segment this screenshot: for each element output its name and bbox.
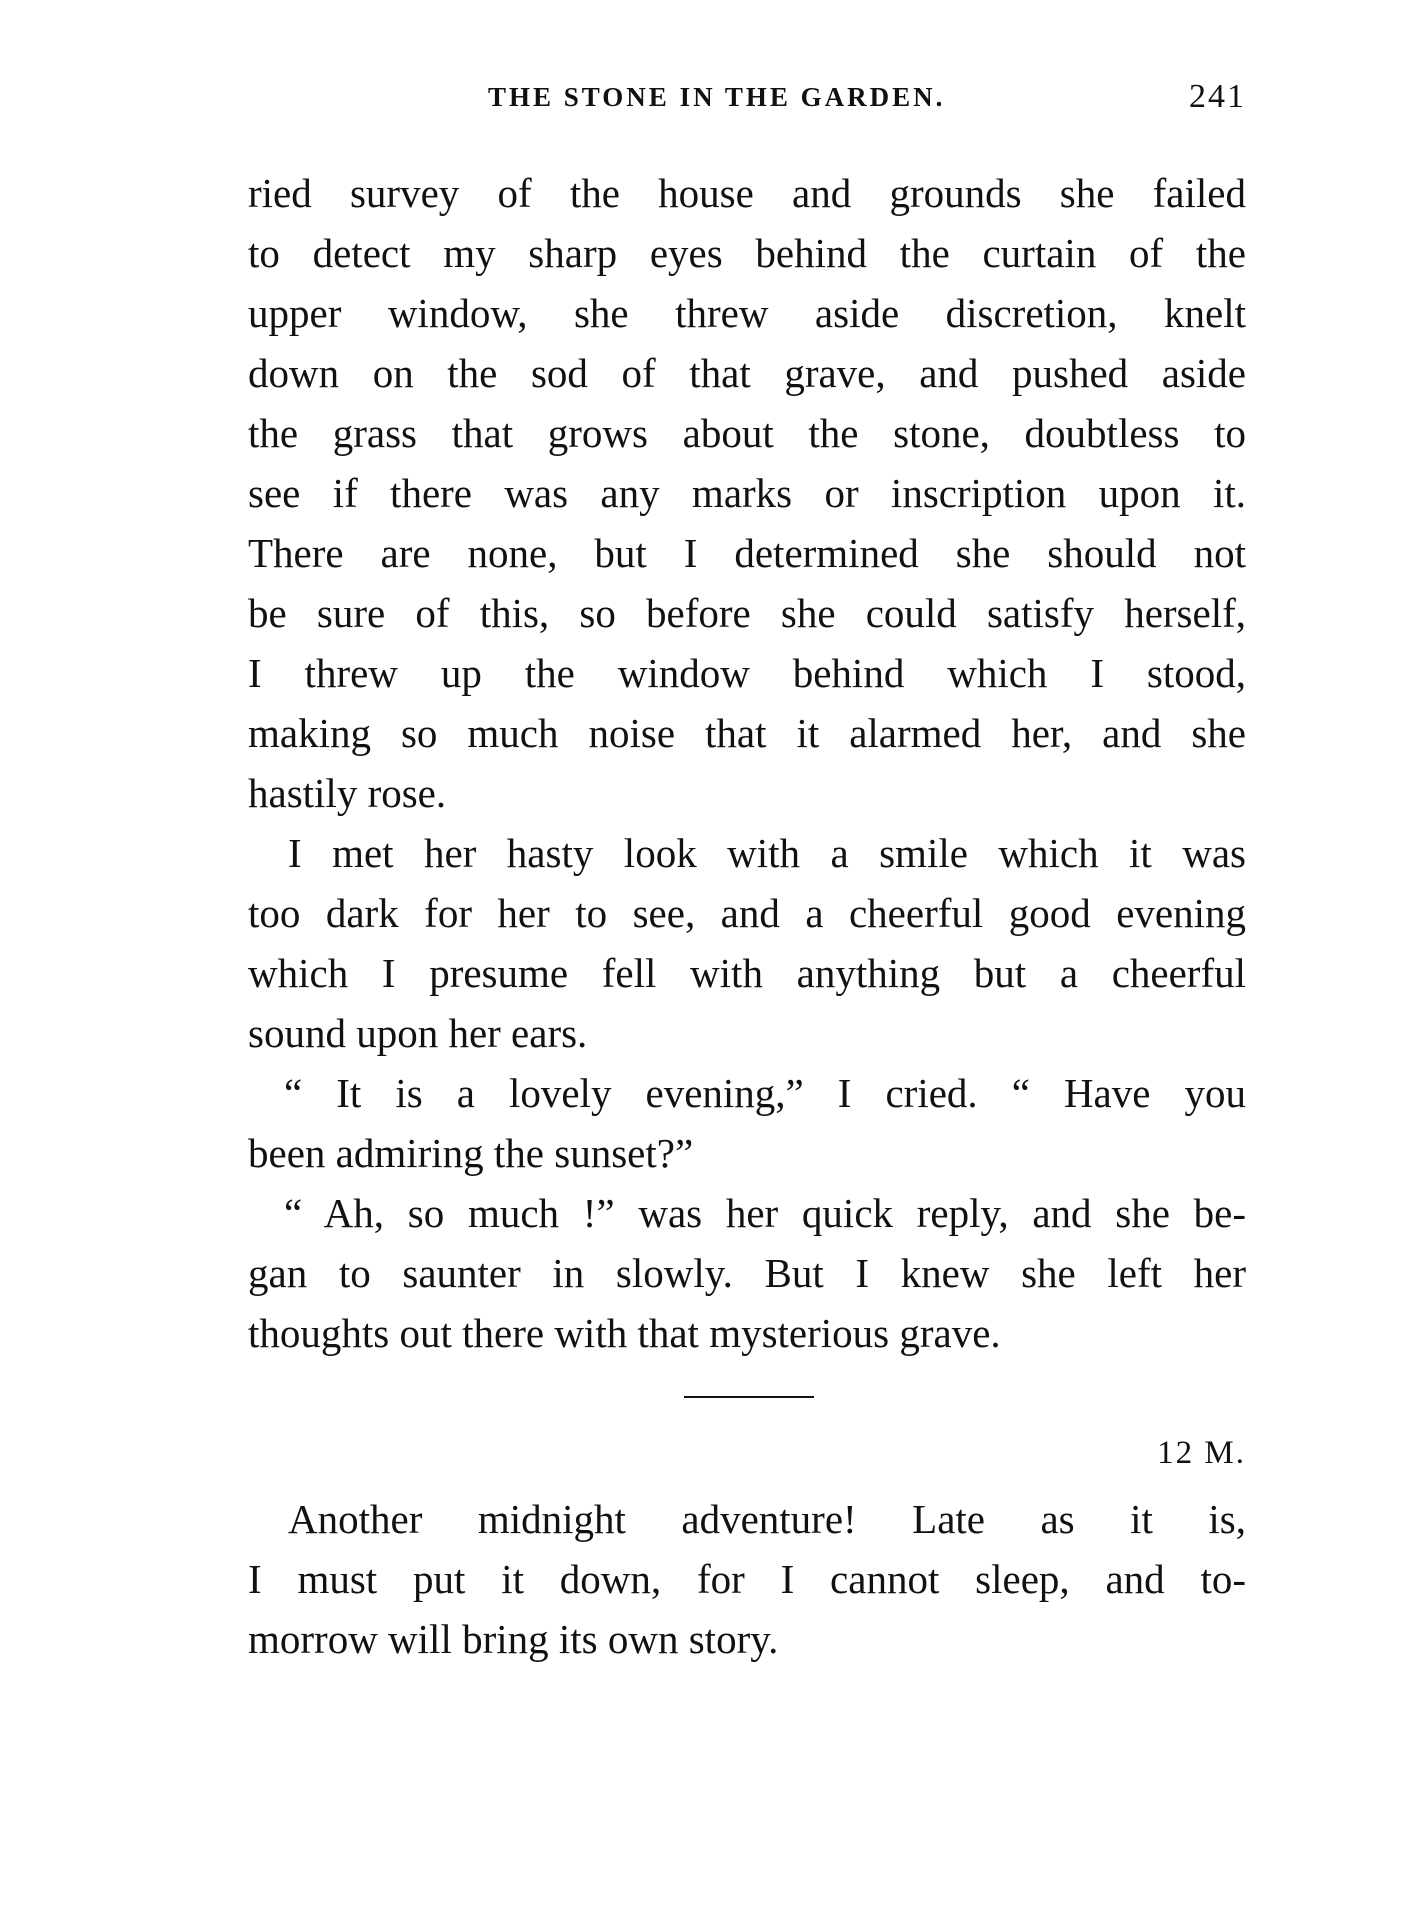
text-line: making so much noise that it alarmed her, and she bbox=[248, 710, 1246, 756]
text-line: be sure of this, so before she could satisfy herself, bbox=[248, 590, 1246, 636]
text-line: been admiring the sunset?” bbox=[248, 1130, 694, 1176]
running-header bbox=[248, 72, 1246, 122]
paragraph bbox=[248, 1063, 1246, 1183]
text-line: “ It is a lovely evening,” I cried. “ Have you bbox=[284, 1070, 1246, 1116]
text-line: which I presume fell with anything but a cheerful bbox=[248, 950, 1246, 996]
text-line: gan to saunter in slowly. But I knew she left her bbox=[248, 1250, 1246, 1296]
body-text bbox=[248, 163, 1246, 1363]
text-line: “ Ah, so much !” was her quick reply, and she be- bbox=[284, 1190, 1246, 1236]
text-line: to detect my sharp eyes behind the curtain of the bbox=[248, 230, 1246, 276]
text-line: Another midnight adventure! Late as it is, bbox=[288, 1496, 1246, 1542]
diary-entry bbox=[248, 1489, 1246, 1669]
text-line: I must put it down, for I cannot sleep, and to- bbox=[248, 1556, 1246, 1602]
text-line: There are none, but I determined she should not bbox=[248, 530, 1246, 576]
paragraph bbox=[248, 1183, 1246, 1363]
text-line: hastily rose. bbox=[248, 770, 447, 816]
text-line: see if there was any marks or inscription upon it. bbox=[248, 470, 1246, 516]
text-line: I threw up the window behind which I stood, bbox=[248, 650, 1246, 696]
text-line: too dark for her to see, and a cheerful good evening bbox=[248, 890, 1246, 936]
running-title: THE STONE IN THE GARDEN. bbox=[488, 82, 946, 112]
text-line: thoughts out there with that mysterious grave. bbox=[248, 1310, 1001, 1356]
paragraph bbox=[248, 163, 1246, 823]
page-number: 241 bbox=[1189, 78, 1246, 115]
entry-time: 12 M. bbox=[1157, 1435, 1246, 1471]
section-divider bbox=[684, 1396, 814, 1398]
text-line: sound upon her ears. bbox=[248, 1010, 588, 1056]
text-line: I met her hasty look with a smile which it was bbox=[288, 830, 1246, 876]
text-line: ried survey of the house and grounds she failed bbox=[248, 170, 1246, 216]
text-line: the grass that grows about the stone, doubtless to bbox=[248, 410, 1246, 456]
text-line: morrow will bring its own story. bbox=[248, 1616, 779, 1662]
text-line: down on the sod of that grave, and pushed aside bbox=[248, 350, 1246, 396]
text-line: upper window, she threw aside discretion, knelt bbox=[248, 290, 1246, 336]
paragraph bbox=[248, 823, 1246, 1063]
